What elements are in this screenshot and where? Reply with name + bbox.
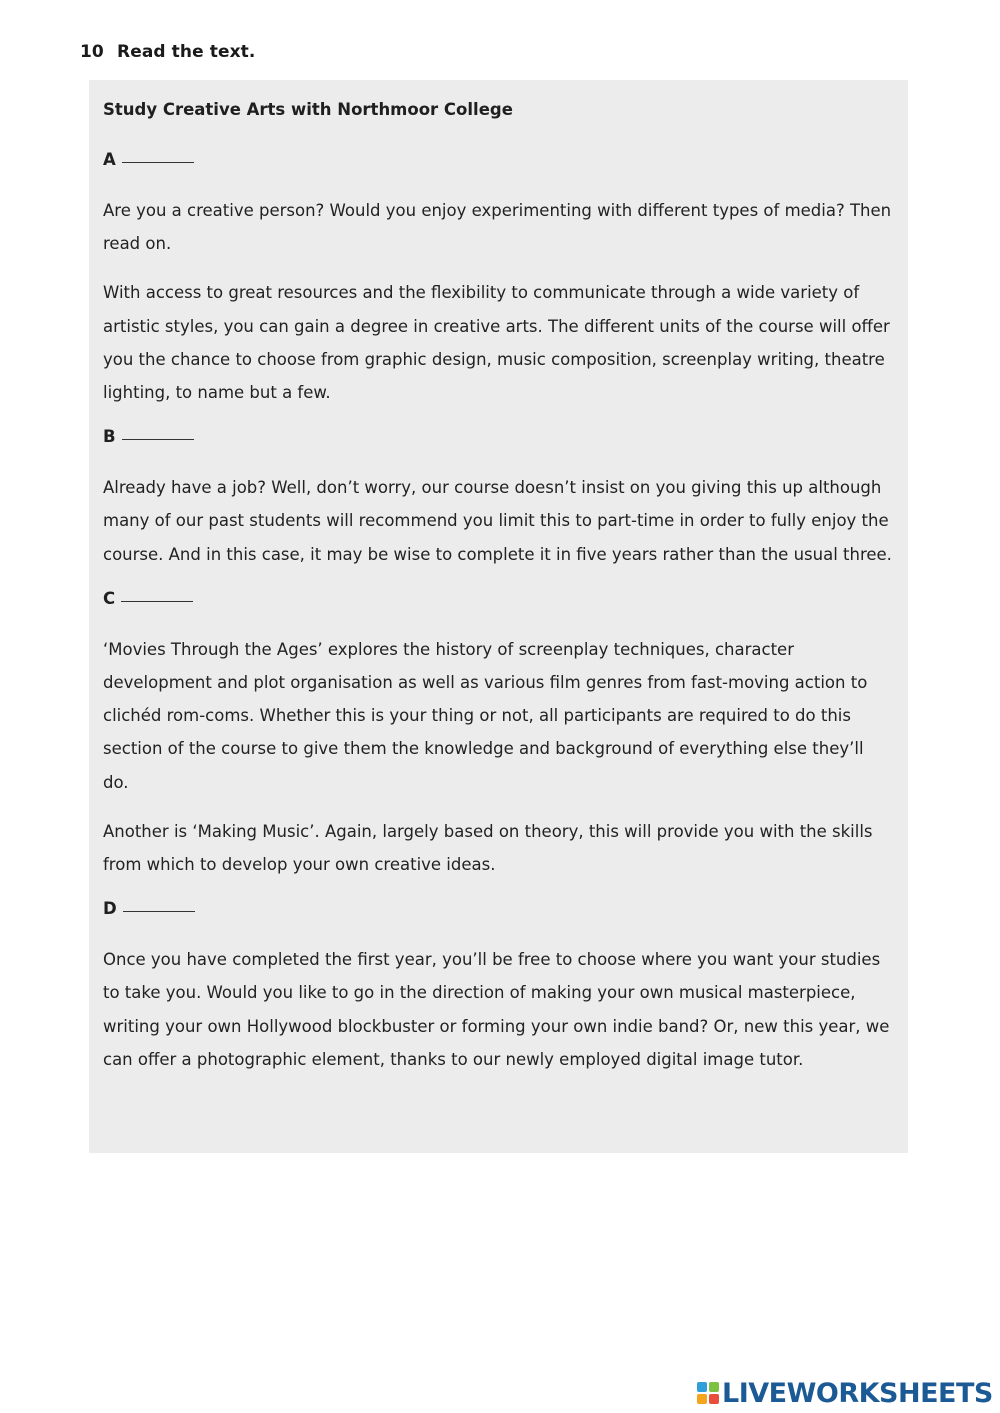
paragraph-c-2: Another is ‘Making Music’. Again, largely based on theory, this will provide you with the skills from which to develop your own creative ideas. (103, 821, 873, 875)
answer-blank-a[interactable] (122, 162, 194, 163)
question-heading (80, 42, 255, 62)
gap-letter-b: B (103, 427, 116, 447)
paragraph-a-2: With access to great resources and the flexibility to communicate through a wide variety of artistic styles, you can gain a degree in creative arts. The different units of the course will offer you the chance to choose from graphic design, music composition, screenplay writing, theatre lighting, to name but a few. (103, 283, 890, 403)
article-title: Study Creative Arts with Northmoor College (103, 100, 513, 119)
paragraph-b-1: Already have a job? Well, don’t worry, our course doesn’t insist on you giving this up although many of our past students will recommend you limit this to part-time in order to fully enjoy the course. And in this case, it may be wise to complete it in five years rather than the usual three. (103, 478, 892, 564)
paragraph-a-1: Are you a creative person? Would you enjoy experimenting with different types of media? Then read on. (103, 201, 892, 254)
gap-heading-b (103, 425, 894, 449)
gap-letter-c: C (103, 588, 116, 608)
reading-text-box (89, 80, 908, 1153)
question-number: 10 (80, 42, 104, 62)
paragraph-c-1: ‘Movies Through the Ages’ explores the history of screenplay techniques, character development and plot organisation as well as various film genres from fast-moving action to clichéd rom-coms. Whether this is your thing or not, all participants are required to do this section of the course to give them the knowledge and background of everything else they’ll do. (103, 639, 868, 792)
gap-heading-d (103, 897, 894, 921)
gap-letter-a: A (103, 150, 116, 169)
liveworksheets-logo-icon (697, 1382, 719, 1404)
liveworksheets-logo (697, 1378, 993, 1408)
answer-blank-c[interactable] (121, 601, 193, 602)
answer-blank-b[interactable] (122, 439, 194, 440)
gap-heading-a (103, 148, 894, 172)
question-instruction: Read the text. (117, 42, 256, 62)
logo-text: LIVEWORKSHEETS (722, 1377, 993, 1409)
gap-letter-d: D (103, 899, 117, 919)
gap-heading-c (103, 587, 894, 611)
answer-blank-d[interactable] (123, 911, 195, 912)
paragraph-d-1: Once you have completed the first year, you’ll be free to choose where you want your studies to take you. Would you like to go in the direction of making your own musical masterpiece, writing your own Hollywood blockbuster or forming your own indie band? Or, new this year, we can offer a photographic element, thanks to our newly employed digital image tutor. (103, 950, 890, 1069)
